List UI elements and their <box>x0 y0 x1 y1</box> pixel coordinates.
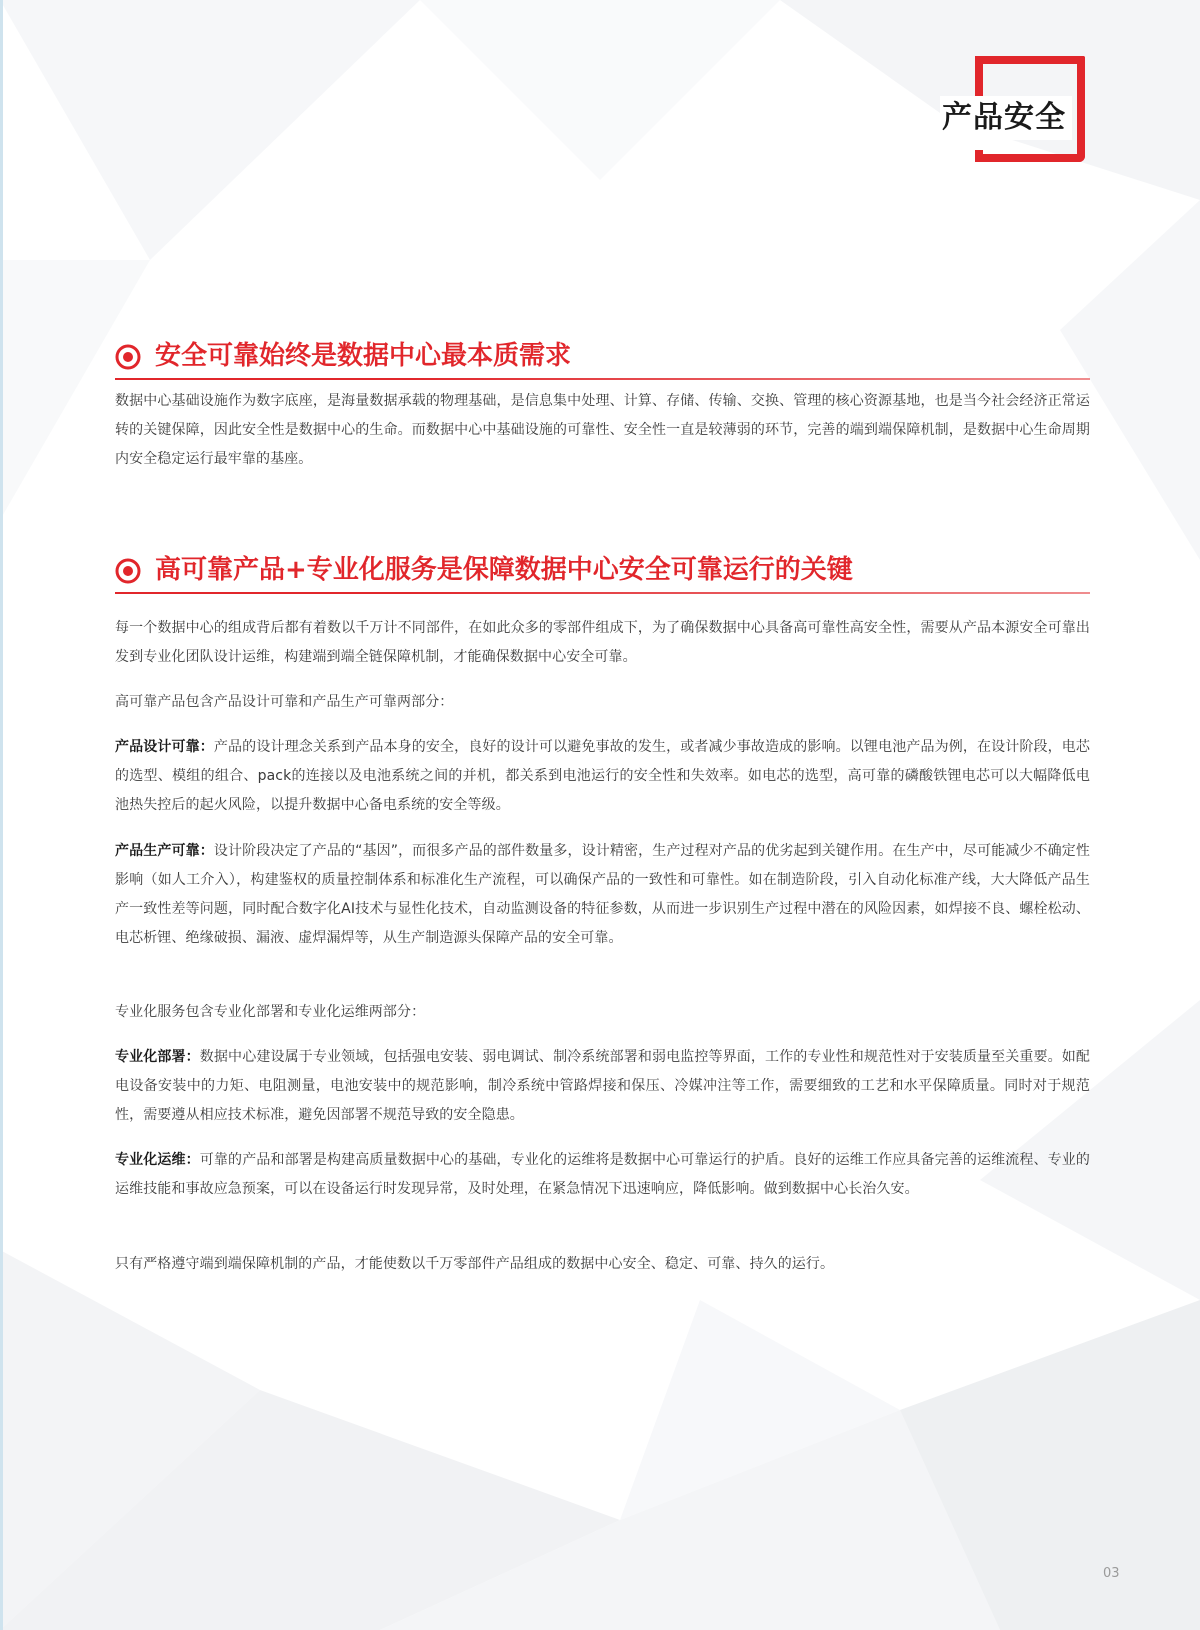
paragraph-text: 数据中心建设属于专业领域，包括强电安装、弱电调试、制冷系统部署和弱电监控等界面，工作的专业性和规范性对于安装质量至关重要。如配电设备安装中的力矩、电阻测量，电池安装中的规范影响，制冷系统中管路焊接和保压、冷媒冲注等工作，需要细致的工艺和水平保障质量。同时对于规范性，需要遵从相应技术标准，避免因部署不规范导致的安全隐患。 <box>115 1049 1091 1123</box>
paragraph-text: 高可靠产品包含产品设计可靠和产品生产可靠两部分： <box>115 694 454 710</box>
section-header-2 <box>115 546 1090 596</box>
section-divider <box>115 592 1090 594</box>
section-header-1 <box>115 332 1090 382</box>
paragraph <box>115 688 1090 717</box>
paragraph-lead: 专业化运维： <box>115 1152 200 1168</box>
paragraph <box>115 837 1090 953</box>
left-edge-strip <box>0 0 3 1630</box>
page-title: 产品安全 <box>940 96 1072 140</box>
paragraph <box>115 998 1090 1027</box>
paragraph-text: 只有严格遵守端到端保障机制的产品，才能使数以千万零部件产品组成的数据中心安全、稳定、可靠、持久的运行。 <box>115 1256 835 1272</box>
target-circle-icon <box>115 344 141 370</box>
title-badge-frame-bottom <box>975 150 983 162</box>
paragraph-lead: 专业化部署： <box>115 1049 200 1065</box>
paragraph-text: 每一个数据中心的组成背后都有着数以千万计不同部件，在如此众多的零部件组成下，为了确保数据中心具备高可靠性高安全性，需要从产品本源安全可靠出发到专业化团队设计运维，构建端到端全链保障机制，才能确保数据中心安全可靠。 <box>115 620 1090 665</box>
paragraph-text: 数据中心基础设施作为数字底座，是海量数据承载的物理基础，是信息集中处理、计算、存储、传输、交换、管理的核心资源基地，也是当今社会经济正常运转的关键保障，因此安全性是数据中心的生命。而数据中心中基础设施的可靠性、安全性一直是较薄弱的环节，完善的端到端保障机制，是数据中心生命周期内安全稳定运行最牢靠的基座。 <box>115 393 1090 467</box>
paragraph <box>115 614 1090 672</box>
paragraph-lead: 产品生产可靠： <box>115 843 214 859</box>
target-circle-icon <box>115 558 141 584</box>
paragraph-text: 专业化服务包含专业化部署和专业化运维两部分： <box>115 1004 426 1020</box>
paragraph-text: 设计阶段决定了产品的“基因”，而很多产品的部件数量多，设计精密，生产过程对产品的优劣起到关键作用。在生产中，尽可能减少不确定性影响（如人工介入），构建鉴权的质量控制体系和标准化生产流程，可以确保产品的一致性和可靠性。如在制造阶段，引入自动化标准产线，大大降低产品生产一致性差等问题，同时配合数字化AI技术与显性化技术，自动监测设备的特征参数，从而进一步识别生产过程中潜在的风险因素，如焊接不良、螺栓松动、电芯析锂、绝缘破损、漏液、虚焊漏焊等，从生产制造源头保障产品的安全可靠。 <box>115 843 1090 946</box>
paragraph <box>115 387 1090 474</box>
section-divider <box>115 378 1090 380</box>
paragraph <box>115 1146 1090 1204</box>
paragraph-text: 产品的设计理念关系到产品本身的安全，良好的设计可以避免事故的发生，或者减少事故造成的影响。以锂电池产品为例，在设计阶段，电芯的选型、模组的组合、pack的连接以及电池系统之间的并机，都关系到电池运行的安全性和失效率。如电芯的选型，高可靠的磷酸铁锂电芯可以大幅降低电池热失控后的起火风险，以提升数据中心备电系统的安全等级。 <box>115 739 1090 813</box>
section-heading: 高可靠产品+专业化服务是保障数据中心安全可靠运行的关键 <box>155 555 853 585</box>
paragraph-lead: 产品设计可靠： <box>115 739 214 755</box>
page-number: 03 <box>1103 1566 1120 1581</box>
paragraph <box>115 1250 1090 1279</box>
paragraph <box>115 733 1090 820</box>
paragraph <box>115 1043 1090 1130</box>
section-heading: 安全可靠始终是数据中心最本质需求 <box>155 341 572 371</box>
paragraph-text: 可靠的产品和部署是构建高质量数据中心的基础，专业化的运维将是数据中心可靠运行的护盾。良好的运维工作应具备完善的运维流程、专业的运维技能和事故应急预案，可以在设备运行时发现异常，及时处理，在紧急情况下迅速响应，降低影响。做到数据中心长治久安。 <box>115 1152 1091 1197</box>
